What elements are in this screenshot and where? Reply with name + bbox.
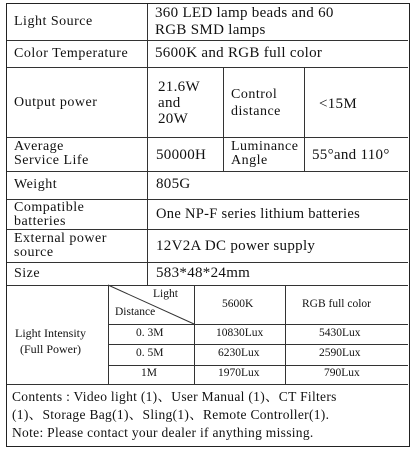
color-temperature-value: 5600K and RGB full color — [155, 45, 323, 61]
control-distance-label: distance — [231, 104, 281, 119]
contents-note: Contents : Video light (1)、User Manual (1)、CT Filters — [12, 389, 337, 404]
corner-distance-label: Distance — [115, 306, 156, 318]
service-life-label: Service Life — [14, 153, 89, 168]
luminance-angle-label: Luminance — [231, 139, 299, 154]
output-power-value: 20W — [158, 111, 189, 127]
intensity-rgb-value: 2590Lux — [319, 347, 361, 359]
contents-note: (1)、Storage Bag(1)、Sling(1)、Remote Controller(1). — [12, 407, 330, 422]
intensity-rgb-value: 790Lux — [324, 367, 360, 379]
batteries-label: Compatible — [14, 200, 85, 215]
luminance-angle-value: 55°and 110° — [312, 147, 390, 163]
corner-light-label: Light — [153, 288, 178, 300]
intensity-5600k-value: 10830Lux — [216, 327, 264, 339]
column-header-5600k: 5600K — [222, 298, 254, 310]
light-source-value: 360 LED lamp beads and 60 — [155, 5, 334, 21]
light-intensity-label: (Full Power) — [20, 342, 81, 356]
luminance-angle-label: Angle — [231, 153, 268, 168]
service-life-value: 50000H — [156, 147, 207, 163]
external-power-label: source — [14, 245, 54, 260]
weight-value: 805G — [156, 176, 191, 192]
intensity-5600k-value: 6230Lux — [218, 347, 260, 359]
light-intensity-label: Light Intensity — [15, 326, 86, 340]
batteries-value: One NP-F series lithium batteries — [156, 206, 361, 222]
size-value: 583*48*24mm — [156, 265, 251, 281]
service-life-label: Average — [14, 139, 64, 154]
control-distance-value: <15M — [319, 96, 357, 112]
light-source-label: Light Source — [14, 14, 93, 29]
output-power-value: 21.6W — [158, 79, 200, 95]
weight-label: Weight — [14, 177, 58, 192]
external-power-value: 12V2A DC power supply — [156, 238, 316, 254]
intensity-distance: 0. 5M — [136, 347, 164, 359]
spec-sheet — [6, 3, 410, 447]
intensity-5600k-value: 1970Lux — [218, 367, 260, 379]
external-power-label: External power — [14, 231, 107, 246]
size-label: Size — [14, 266, 41, 281]
output-power-label: Output power — [14, 95, 98, 110]
corner-diagonal — [7, 4, 409, 448]
dealer-note: Note: Please contact your dealer if anything missing. — [12, 425, 314, 440]
intensity-distance: 0. 3M — [136, 327, 164, 339]
output-power-value: and — [158, 95, 181, 111]
light-source-value: RGB SMD lamps — [155, 22, 266, 38]
control-distance-label: Control — [231, 87, 278, 102]
batteries-label: batteries — [14, 214, 66, 229]
column-header-rgb: RGB full color — [302, 298, 371, 310]
intensity-rgb-value: 5430Lux — [319, 327, 361, 339]
color-temperature-label: Color Temperature — [14, 46, 129, 61]
intensity-distance: 1M — [141, 367, 157, 379]
